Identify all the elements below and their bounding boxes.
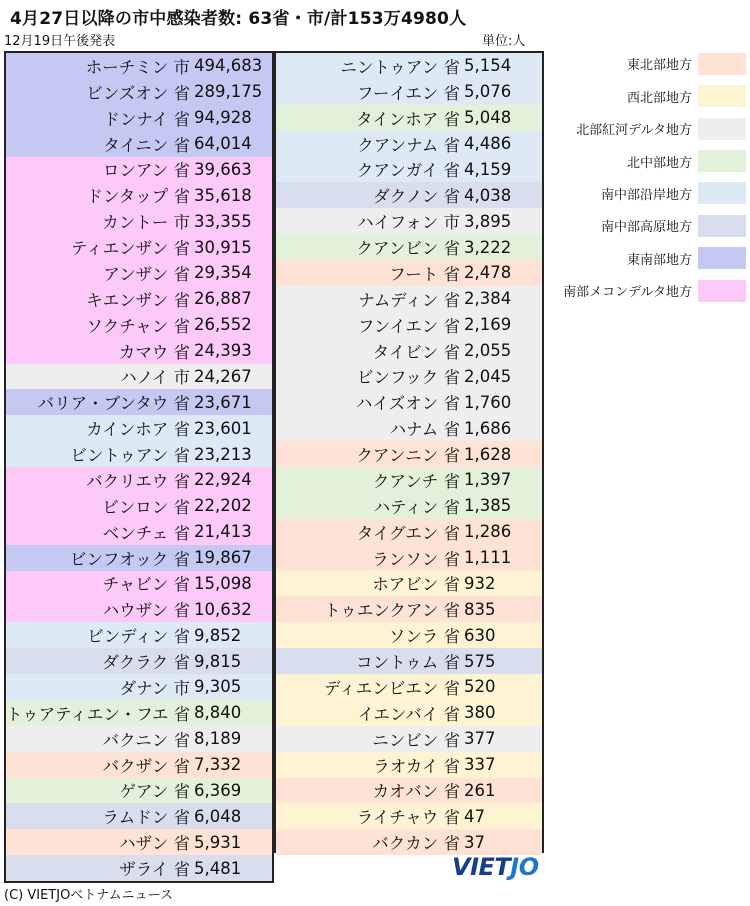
legend-label: 西北部地方 <box>626 90 692 106</box>
announcement-date: 12月19日午後発表 <box>4 34 116 49</box>
case-count: 1,397 <box>464 470 512 490</box>
table-row <box>276 519 542 545</box>
region-name: バクリエウ 省 <box>86 471 190 491</box>
case-count: 2,055 <box>464 341 512 361</box>
table-row <box>6 778 272 804</box>
case-count: 10,632 <box>194 599 252 619</box>
region-name: ロンアン 省 <box>102 161 190 181</box>
table-row <box>6 389 272 415</box>
table-row <box>276 53 542 79</box>
legend-label: 東北部地方 <box>626 58 692 74</box>
region-name: アンザン 省 <box>103 264 190 284</box>
table-row <box>6 79 272 105</box>
table-row <box>6 131 272 157</box>
case-count: 23,213 <box>194 444 252 464</box>
region-name: ラムドン 省 <box>102 808 190 828</box>
legend-swatch <box>698 150 746 172</box>
case-count: 26,887 <box>194 289 252 309</box>
region-name: カオバン 省 <box>372 782 460 802</box>
case-count: 4,159 <box>464 159 512 179</box>
region-name: ハザン 省 <box>119 834 190 854</box>
case-count: 4,486 <box>464 134 512 154</box>
table-row <box>6 726 272 752</box>
region-name: ビンフック 省 <box>356 368 460 388</box>
region-name: ナムディン 省 <box>358 290 460 310</box>
region-name: ダクノン 省 <box>373 187 460 207</box>
legend-item <box>548 83 746 109</box>
table-row <box>6 829 272 855</box>
table-row <box>276 493 542 519</box>
region-name: イエンバイ 省 <box>357 704 460 724</box>
table-row <box>276 596 542 622</box>
table-row <box>6 545 272 571</box>
table-row <box>276 260 542 286</box>
case-count: 494,683 <box>194 56 263 76</box>
table-row <box>6 493 272 519</box>
region-name: フーイエン 省 <box>356 83 460 103</box>
case-count: 26,552 <box>194 315 252 335</box>
vietjo-logo <box>452 853 539 881</box>
case-count: 24,267 <box>194 366 252 386</box>
region-name: クアンナム 省 <box>357 135 460 155</box>
region-name: ビンディン 省 <box>87 627 190 647</box>
table-row <box>276 674 542 700</box>
region-name: ハイズオン 省 <box>355 394 460 414</box>
region-name: ニンビン 省 <box>372 730 460 750</box>
table-row <box>276 803 542 829</box>
case-count: 1,385 <box>464 496 512 516</box>
region-name: カインホア 省 <box>86 420 190 440</box>
legend-label: 南中部高原地方 <box>600 220 692 236</box>
case-count: 2,045 <box>464 366 512 386</box>
region-name: ティエンザン 省 <box>70 239 190 259</box>
table-row <box>6 855 272 881</box>
table-row <box>276 571 542 597</box>
case-count: 9,852 <box>194 625 242 645</box>
region-name: ベンチェ 省 <box>102 523 190 543</box>
case-count: 8,189 <box>194 729 242 749</box>
case-count: 380 <box>464 703 496 723</box>
case-count: 94,928 <box>194 108 252 128</box>
table-row <box>6 157 272 183</box>
table-row <box>276 79 542 105</box>
case-count: 8,840 <box>194 703 242 723</box>
case-count: 1,686 <box>464 418 512 438</box>
legend-label: 北中部地方 <box>626 155 692 171</box>
case-count: 19,867 <box>194 548 252 568</box>
region-name: バクニン 省 <box>102 730 190 750</box>
case-count: 2,478 <box>464 263 512 283</box>
case-count: 932 <box>464 573 496 593</box>
region-name: トゥエンクアン 省 <box>324 601 460 621</box>
region-name: カントー 市 <box>102 213 190 233</box>
region-name: ランソン 省 <box>372 549 460 569</box>
region-name: キエンザン 省 <box>86 290 190 310</box>
table-row <box>6 752 272 778</box>
logo-main: VIET <box>452 853 511 881</box>
table-row <box>276 364 542 390</box>
table-row <box>6 519 272 545</box>
legend-swatch <box>698 280 746 302</box>
case-count: 47 <box>464 806 485 826</box>
region-name: ホーチミン 市 <box>85 57 190 77</box>
region-name: クアンガイ 省 <box>356 161 460 181</box>
region-name: ビンフオック 省 <box>69 549 190 569</box>
region-name: コントゥム 省 <box>356 653 460 673</box>
table-row <box>276 389 542 415</box>
legend-swatch <box>698 182 746 204</box>
case-count: 9,305 <box>194 677 242 697</box>
legend-swatch <box>698 215 746 237</box>
table-row <box>276 700 542 726</box>
region-name: ハノイ 市 <box>120 368 190 388</box>
copyright: (C) VIETJOベトナムニュース <box>4 888 174 903</box>
case-count: 3,222 <box>464 237 512 257</box>
table-row <box>6 338 272 364</box>
table-row <box>6 286 272 312</box>
region-name: ライチャウ 省 <box>356 808 460 828</box>
case-count: 24,393 <box>194 341 252 361</box>
region-name: タイグエン 省 <box>356 523 460 543</box>
region-name: ザライ 省 <box>119 860 190 880</box>
case-count: 1,760 <box>464 392 512 412</box>
legend-item <box>548 181 746 207</box>
region-name: ダナン 市 <box>119 678 190 698</box>
case-count: 39,663 <box>194 159 252 179</box>
case-count: 22,924 <box>194 470 252 490</box>
region-name: ラオカイ 省 <box>373 756 460 776</box>
table-row <box>6 622 272 648</box>
case-count: 5,076 <box>464 82 512 102</box>
region-name: タイニン 省 <box>103 135 190 155</box>
region-name: トゥアティエン・フエ 省 <box>6 704 191 724</box>
table-row <box>6 803 272 829</box>
table-row <box>276 545 542 571</box>
case-count: 15,098 <box>194 573 252 593</box>
case-count: 21,413 <box>194 522 252 542</box>
table-row <box>6 208 272 234</box>
case-count: 37 <box>464 832 485 852</box>
case-count: 2,384 <box>464 289 512 309</box>
legend-label: 北部紅河デルタ地方 <box>576 123 692 139</box>
table-row <box>6 441 272 467</box>
region-name: ドンナイ 省 <box>103 109 190 129</box>
case-count: 29,354 <box>194 263 252 283</box>
legend-label: 南部メコンデルタ地方 <box>563 285 692 301</box>
table-row <box>6 415 272 441</box>
table-row <box>6 700 272 726</box>
table-row <box>276 208 542 234</box>
region-name: ハイフォン 市 <box>357 213 460 233</box>
legend-label: 南中部沿岸地方 <box>600 187 692 203</box>
case-count: 6,369 <box>194 780 242 800</box>
case-count: 7,332 <box>194 755 242 775</box>
table-row <box>276 467 542 493</box>
case-count: 1,628 <box>464 444 512 464</box>
region-name: ハティン 省 <box>373 497 460 517</box>
legend-item <box>548 213 746 239</box>
region-name: ドンタップ 省 <box>86 187 190 207</box>
table-row <box>6 571 272 597</box>
region-name: バクザン 省 <box>102 756 190 776</box>
region-name: ビンズオン 省 <box>86 83 190 103</box>
table-row <box>6 674 272 700</box>
table-row <box>276 441 542 467</box>
region-name: ハウザン 省 <box>102 601 190 621</box>
legend-swatch <box>698 118 746 140</box>
legend-swatch <box>698 53 746 75</box>
table-row <box>6 312 272 338</box>
legend-swatch <box>698 247 746 269</box>
table-row <box>6 53 272 79</box>
logo-accent: JO <box>510 853 539 881</box>
region-legend <box>548 51 746 310</box>
region-name: クアンビン 省 <box>356 239 460 259</box>
table-row <box>6 596 272 622</box>
table-column-right <box>274 51 544 853</box>
case-count: 35,618 <box>194 185 252 205</box>
region-name: ソクチャン 省 <box>86 316 190 336</box>
case-count: 23,601 <box>194 418 252 438</box>
table-row <box>276 131 542 157</box>
case-count: 3,895 <box>464 211 512 231</box>
region-name: ビントゥアン 省 <box>70 446 190 466</box>
region-name: ホアビン 省 <box>372 575 460 595</box>
table-row <box>276 648 542 674</box>
legend-label: 東南部地方 <box>626 252 692 268</box>
page-title: 4月27日以降の市中感染者数: 63省・市/計153万4980人 <box>10 9 467 29</box>
region-name: ダクラク 省 <box>102 653 190 673</box>
case-count: 30,915 <box>194 237 252 257</box>
table-row <box>276 286 542 312</box>
legend-item <box>548 148 746 174</box>
table-row <box>6 467 272 493</box>
unit-label: 単位:人 <box>482 34 526 49</box>
case-count: 5,481 <box>194 858 242 878</box>
table-row <box>276 105 542 131</box>
table-column-left <box>4 51 274 883</box>
case-count: 261 <box>464 780 496 800</box>
table-row <box>276 157 542 183</box>
region-name: クアンニン 省 <box>356 446 460 466</box>
table-row <box>6 234 272 260</box>
region-name: バクカン 省 <box>372 834 460 854</box>
case-count: 630 <box>464 625 496 645</box>
table-row <box>6 105 272 131</box>
region-name: タインホア 省 <box>356 109 460 129</box>
region-name: カマウ 省 <box>118 342 190 362</box>
region-name: フート 省 <box>389 264 460 284</box>
table-row <box>6 364 272 390</box>
case-count: 5,048 <box>464 108 512 128</box>
legend-item <box>548 116 746 142</box>
region-name: ソンラ 省 <box>388 627 460 647</box>
case-count: 6,048 <box>194 806 242 826</box>
region-name: クアンチ 省 <box>372 471 460 491</box>
case-count: 9,815 <box>194 651 242 671</box>
legend-item <box>548 245 746 271</box>
case-count: 22,202 <box>194 496 252 516</box>
case-count: 5,154 <box>464 56 512 76</box>
table-row <box>276 622 542 648</box>
table-row <box>276 312 542 338</box>
region-name: チャビン 省 <box>102 575 190 595</box>
region-name: ハナム 省 <box>389 420 460 440</box>
region-name: タイビン 省 <box>372 342 460 362</box>
region-name: ディエンビエン 省 <box>324 678 460 698</box>
legend-item <box>548 278 746 304</box>
case-count: 575 <box>464 651 496 671</box>
table-row <box>276 829 542 855</box>
case-count: 1,286 <box>464 522 512 542</box>
legend-item <box>548 51 746 77</box>
table-row <box>276 415 542 441</box>
table-row <box>6 648 272 674</box>
case-count: 33,355 <box>194 211 252 231</box>
table-row <box>276 234 542 260</box>
region-name: ニントゥアン 省 <box>340 57 460 77</box>
table-row <box>276 182 542 208</box>
region-name: ゲアン 省 <box>119 782 190 802</box>
table-row <box>6 182 272 208</box>
case-count: 1,111 <box>464 548 512 568</box>
region-name: バリア・ブンタウ 省 <box>37 394 190 414</box>
case-count: 835 <box>464 599 496 619</box>
table-row <box>276 726 542 752</box>
case-count: 2,169 <box>464 315 512 335</box>
region-name: ビンロン 省 <box>102 497 190 517</box>
table-row <box>276 752 542 778</box>
case-count: 5,931 <box>194 832 242 852</box>
case-count: 377 <box>464 729 496 749</box>
table-row <box>6 260 272 286</box>
case-count: 4,038 <box>464 185 512 205</box>
region-name: フンイエン 省 <box>357 316 460 336</box>
table-row <box>276 778 542 804</box>
case-count: 520 <box>464 677 496 697</box>
case-count: 64,014 <box>194 134 252 154</box>
table-row <box>276 338 542 364</box>
case-count: 289,175 <box>194 82 263 102</box>
case-count: 23,671 <box>194 392 252 412</box>
legend-swatch <box>698 85 746 107</box>
case-count: 337 <box>464 755 496 775</box>
